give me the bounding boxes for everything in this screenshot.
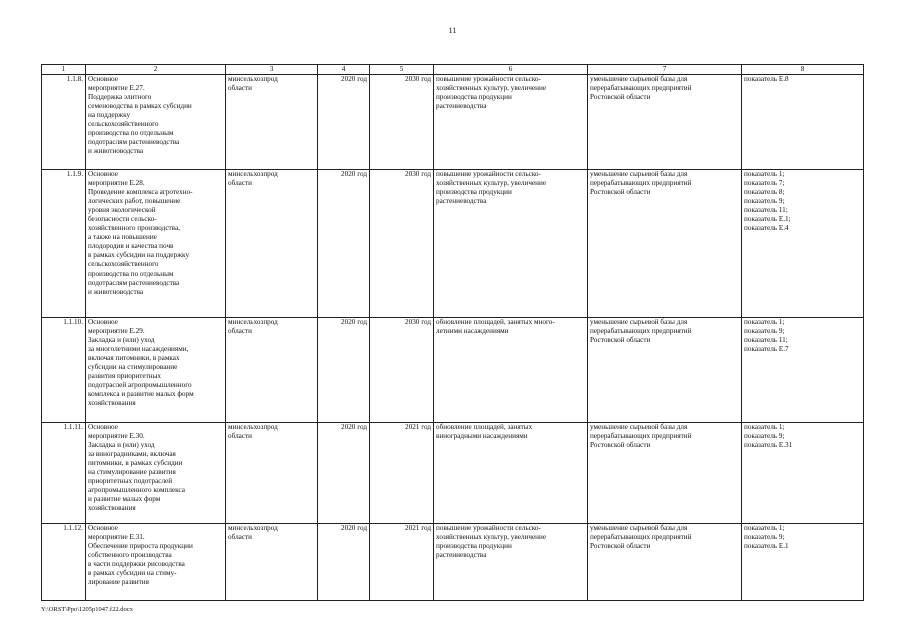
row-number: 1.1.9. [42,170,86,318]
expected-result: обновление площадей, занятых виноградными насаждениями [434,423,588,524]
measure-name: Основное мероприятие Е.29. Закладка и (или) уход за многолетними насаждениями, включая питомники, в рамках субсидии на стимулирование развития приоритетных подотраслей агропромышленного комплекса и развитие малых форм хозяйствования [86,318,226,423]
row-number: 1.1.12. [42,524,86,601]
row-number: 1.1.8. [42,75,86,170]
start-year: 2020 год [318,423,370,524]
table-row [42,75,864,170]
expected-result: повышение урожайности сельско- хозяйственных культур, увеличение производства продукции растениеводства [434,524,588,601]
expected-result: обновление площадей, занятых много- летними насаждениями [434,318,588,423]
end-year: 2030 год [370,318,434,423]
row-number: 1.1.11. [42,423,86,524]
column-number-row [42,65,864,75]
non-implementation-consequences: уменьшение сырьевой базы для перерабатывающих предприятий Ростовской области [588,423,742,524]
end-year: 2030 год [370,170,434,318]
measure-name: Основное мероприятие Е.31. Обеспечение прироста продукции собственного производства в части поддержки рисоводства в рамках субсидии на стиму- лирование развития [86,524,226,601]
related-indicators: показатель 1; показатель 9; показатель Е.1 [742,524,864,601]
column-number: 1 [42,65,86,75]
measure-name: Основное мероприятие Е.30. Закладка и (или) уход за виноградниками, включая питомники, в рамках субсидии на стимулирование развития приоритетных подотраслей агропромышленного комплекса и развитие малых форм хозяйствования [86,423,226,524]
expected-result: повышение урожайности сельско- хозяйственных культур, увеличение производства продукции растениеводства [434,170,588,318]
table-row [42,524,864,601]
column-number: 7 [588,65,742,75]
column-number: 8 [742,65,864,75]
start-year: 2020 год [318,318,370,423]
expected-result: повышение урожайности сельско- хозяйственных культур, увеличение производства продукции растениеводства [434,75,588,170]
non-implementation-consequences: уменьшение сырьевой базы для перерабатывающих предприятий Ростовской области [588,75,742,170]
executor: минсельхозпрод области [226,423,318,524]
column-number: 5 [370,65,434,75]
related-indicators: показатель 1; показатель 9; показатель Е.31 [742,423,864,524]
end-year: 2021 год [370,524,434,601]
table-row [42,318,864,423]
column-number: 6 [434,65,588,75]
start-year: 2020 год [318,524,370,601]
measures-table [41,64,864,601]
column-number: 4 [318,65,370,75]
end-year: 2021 год [370,423,434,524]
measure-name: Основное мероприятие Е.28. Проведение комплекса агротехно- логических работ, повышение уровня экологической безопасности сельско- хозяйственного производства, а также на повышение плодородия и качества почв в рамках субсидии на поддержку сельскохозяйственного производства по отдельным подотраслям растениеводства и животноводства [86,170,226,318]
page-number: 11 [448,26,457,35]
related-indicators: показатель Е.8 [742,75,864,170]
non-implementation-consequences: уменьшение сырьевой базы для перерабатывающих предприятий Ростовской области [588,318,742,423]
executor: минсельхозпрод области [226,524,318,601]
end-year: 2030 год [370,75,434,170]
non-implementation-consequences: уменьшение сырьевой базы для перерабатывающих предприятий Ростовской области [588,170,742,318]
start-year: 2020 год [318,75,370,170]
executor: минсельхозпрод области [226,75,318,170]
table-row [42,423,864,524]
executor: минсельхозпрод области [226,318,318,423]
column-number: 2 [86,65,226,75]
related-indicators: показатель 1; показатель 7; показатель 8; показатель 9; показатель 11; показатель Е.1; показатель Е.4 [742,170,864,318]
row-number: 1.1.10. [42,318,86,423]
start-year: 2020 год [318,170,370,318]
table-row [42,170,864,318]
related-indicators: показатель 1; показатель 9; показатель 11; показатель Е.7 [742,318,864,423]
footer-file-path: Y:\ORST\Ppo\1205p1047.f22.docx [41,606,133,613]
column-number: 3 [226,65,318,75]
measure-name: Основное мероприятие Е.27. Поддержка элитного семеноводства в рамках субсидии на поддержку сельскохозяйственного производства по отдельным подотраслям растениеводства и животноводства [86,75,226,170]
executor: минсельхозпрод области [226,170,318,318]
non-implementation-consequences: уменьшение сырьевой базы для перерабатывающих предприятий Ростовской области [588,524,742,601]
